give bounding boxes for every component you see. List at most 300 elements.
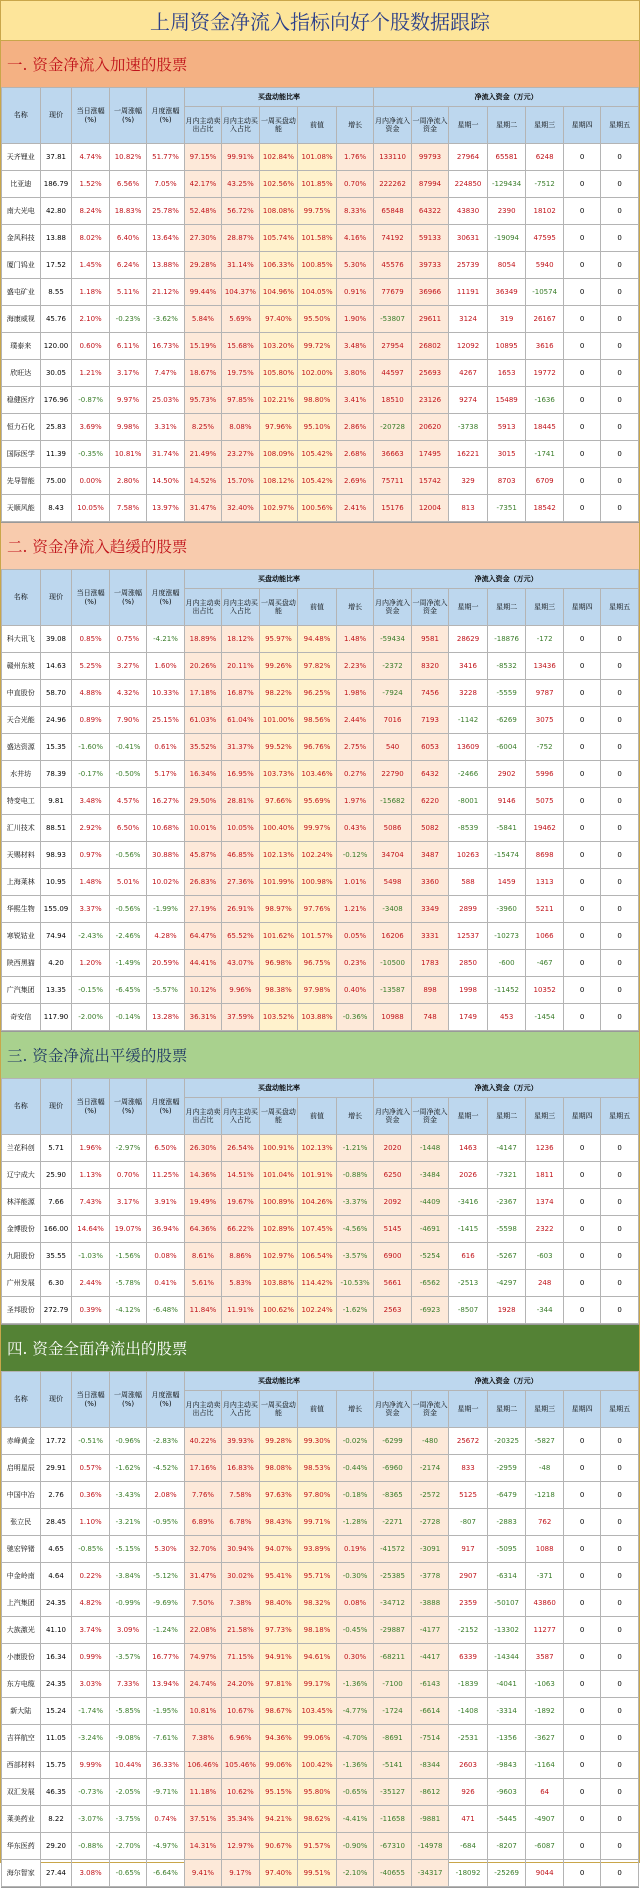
value-cell: -2883 [487,1509,526,1536]
value-cell: 16221 [449,441,488,468]
value-cell: 9581 [411,626,448,653]
value-cell: 10.67% [222,1698,259,1725]
value-cell: 898 [411,977,448,1004]
value-cell: 16206 [374,923,411,950]
header-mo_in: 月内主动买入占比 [222,107,259,144]
stock-name: 璞泰来 [2,333,41,360]
value-cell: 0 [563,252,600,279]
header-name: 名称 [2,1079,41,1135]
table-row [2,1270,639,1297]
value-cell: 0 [563,387,600,414]
value-cell: 10.68% [147,815,184,842]
value-cell: -807 [449,1509,488,1536]
value-cell: 45576 [374,252,411,279]
value-cell: 0 [563,1135,600,1162]
value-cell: 0 [601,1135,639,1162]
value-cell: 1459 [487,869,526,896]
value-cell: 74.97% [184,1644,221,1671]
value-cell: 0 [563,1428,600,1455]
value-cell: -0.30% [336,1563,374,1590]
value-cell: -25269 [487,1860,526,1887]
table-row [2,1563,639,1590]
value-cell: -6004 [487,734,526,761]
value-cell: -2513 [449,1270,488,1297]
value-cell: -41572 [374,1536,411,1563]
value-cell: 103.88% [298,1004,337,1031]
value-cell: 0 [601,788,639,815]
value-cell: 101.04% [259,1162,298,1189]
value-cell: 17.18% [184,680,221,707]
value-cell: -1063 [526,1671,563,1698]
value-cell: 64322 [411,198,448,225]
stock-name: 小康股份 [2,1644,41,1671]
value-cell: 5075 [526,788,563,815]
value-cell: 7.90% [109,707,146,734]
value-cell: 0.23% [336,950,374,977]
value-cell: -2174 [411,1455,448,1482]
value-cell: 4.28% [147,923,184,950]
price-cell: 7.66 [40,1189,72,1216]
value-cell: 27.19% [184,896,221,923]
price-cell: 8.55 [40,279,72,306]
table-row [2,1671,639,1698]
value-cell: -35127 [374,1779,411,1806]
value-cell: -5267 [487,1243,526,1270]
value-cell: -5559 [487,680,526,707]
value-cell: 102.97% [259,1243,298,1270]
header-mo_out: 月内主动卖出占比 [184,589,221,626]
value-cell: 0 [563,1536,600,1563]
table-row [2,950,639,977]
value-cell: 6.78% [222,1509,259,1536]
table-row [2,144,639,171]
value-cell: 10352 [526,977,563,1004]
value-cell: 2.08% [147,1482,184,1509]
header-name: 名称 [2,88,41,144]
value-cell: 0.00% [72,468,109,495]
price-cell: 15.24 [40,1698,72,1725]
value-cell: -0.18% [336,1482,374,1509]
value-cell: -0.50% [109,761,146,788]
price-cell: 8.43 [40,495,72,522]
stock-name: 中金岭南 [2,1563,41,1590]
value-cell: -4691 [411,1216,448,1243]
section-2 [1,523,639,1032]
value-cell: 97.15% [184,144,221,171]
value-cell: -603 [526,1243,563,1270]
price-cell: 11.05 [40,1725,72,1752]
value-cell: 16.34% [184,761,221,788]
value-cell: -5.57% [147,977,184,1004]
value-cell: 6.96% [222,1725,259,1752]
value-cell: -1.49% [109,950,146,977]
stock-name: 特变电工 [2,788,41,815]
table-row [2,680,639,707]
value-cell: 94.48% [298,626,337,653]
value-cell: 1.01% [336,869,374,896]
value-cell: 103.45% [298,1698,337,1725]
header-d1: 星期一 [449,1098,488,1135]
price-cell: 41.10 [40,1617,72,1644]
value-cell: -19094 [487,225,526,252]
stock-name: 吉祥航空 [2,1725,41,1752]
value-cell: 10.05% [72,495,109,522]
value-cell: 27964 [449,144,488,171]
value-cell: 99.91% [222,144,259,171]
value-cell: 471 [449,1806,488,1833]
value-cell: 18.83% [109,198,146,225]
value-cell: 43830 [449,198,488,225]
value-cell: -0.35% [72,441,109,468]
value-cell: -0.45% [336,1617,374,1644]
value-cell: -5827 [526,1428,563,1455]
value-cell: 0 [601,387,639,414]
value-cell: 14.36% [184,1162,221,1189]
value-cell: 101.99% [259,869,298,896]
value-cell: -4.12% [109,1297,146,1324]
value-cell: -1741 [526,441,563,468]
value-cell: 8698 [526,842,563,869]
value-cell: 30.02% [222,1563,259,1590]
price-cell: 88.51 [40,815,72,842]
value-cell: 0 [563,1004,600,1031]
header-d5: 星期五 [601,589,639,626]
value-cell: 8.61% [184,1243,221,1270]
header-d2: 星期二 [487,589,526,626]
value-cell: 71.15% [222,1644,259,1671]
header-day-change: 当日涨幅(%) [72,570,109,626]
price-cell: 14.63 [40,653,72,680]
value-cell: -1.95% [147,1698,184,1725]
value-cell: -5254 [411,1243,448,1270]
price-cell: 2.76 [40,1482,72,1509]
value-cell: 0.61% [147,734,184,761]
table-row [2,252,639,279]
value-cell: 3.80% [336,360,374,387]
price-cell: 25.83 [40,414,72,441]
value-cell: 0 [601,1806,639,1833]
value-cell: 1.52% [72,171,109,198]
value-cell: -6.64% [147,1860,184,1887]
value-cell: 2322 [526,1216,563,1243]
value-cell: 1.13% [72,1162,109,1189]
value-cell: 29611 [411,306,448,333]
value-cell: 0 [563,869,600,896]
value-cell: -1636 [526,387,563,414]
section-title: 四. 资金全面净流出的股票 [1,1325,639,1371]
price-cell: 45.76 [40,306,72,333]
value-cell: 100.91% [259,1135,298,1162]
value-cell: 75711 [374,468,411,495]
value-cell: 9.17% [222,1860,259,1887]
value-cell: 0 [601,1752,639,1779]
value-cell: -8539 [449,815,488,842]
value-cell: 99.06% [298,1725,337,1752]
table-row [2,1482,639,1509]
value-cell: 98.80% [298,387,337,414]
table-row [2,441,639,468]
value-cell: 5.01% [109,869,146,896]
value-cell: 13.94% [147,1671,184,1698]
value-cell: 28629 [449,626,488,653]
value-cell: 5.30% [336,252,374,279]
value-cell: 31.47% [184,1563,221,1590]
value-cell: 4.88% [72,680,109,707]
table-row [2,1536,639,1563]
value-cell: 1.20% [72,950,109,977]
value-cell: 18445 [526,414,563,441]
value-cell: 1.45% [72,252,109,279]
value-cell: 14.50% [147,468,184,495]
header-buy-group: 买盘动能比率 [184,570,374,589]
value-cell: 6.11% [109,333,146,360]
value-cell: -1.36% [336,1752,374,1779]
header-mo_in: 月内主动买入占比 [222,1098,259,1135]
value-cell: 5913 [487,414,526,441]
value-cell: 1.21% [336,896,374,923]
value-cell: 97.76% [298,896,337,923]
value-cell: 99.51% [298,1860,337,1887]
value-cell: 97.85% [222,387,259,414]
stock-name: 科大讯飞 [2,626,41,653]
value-cell: 0 [601,225,639,252]
table-row [2,1779,639,1806]
value-cell: -3627 [526,1725,563,1752]
price-cell: 176.96 [40,387,72,414]
value-cell: -2152 [449,1617,488,1644]
price-cell: 35.55 [40,1243,72,1270]
value-cell: 37.51% [184,1806,221,1833]
value-cell: -172 [526,626,563,653]
stock-name: 华熙生物 [2,896,41,923]
value-cell: 6.50% [109,815,146,842]
value-cell: 21.49% [184,441,221,468]
value-cell: 11.18% [184,1779,221,1806]
value-cell: 0 [563,1482,600,1509]
value-cell: 99.44% [184,279,221,306]
value-cell: 3360 [411,869,448,896]
value-cell: 11.91% [222,1297,259,1324]
stock-table [1,1371,639,1887]
value-cell: -7512 [526,171,563,198]
stock-name: 林洋能源 [2,1189,41,1216]
page-title: 上周资金净流入指标向好个股数据跟踪 [1,1,639,41]
value-cell: 98.97% [259,896,298,923]
value-cell: 0.57% [72,1455,109,1482]
table-row [2,360,639,387]
value-cell: 97.82% [298,653,337,680]
value-cell: 0 [601,842,639,869]
value-cell: 43860 [526,1590,563,1617]
value-cell: 65848 [374,198,411,225]
value-cell: 102.84% [259,144,298,171]
value-cell: -0.15% [72,977,109,1004]
header-name: 名称 [2,570,41,626]
value-cell: -9.71% [147,1779,184,1806]
value-cell: 2.69% [336,468,374,495]
value-cell: 25672 [449,1428,488,1455]
stock-table [1,569,639,1031]
value-cell: 0 [563,1644,600,1671]
value-cell: 94.07% [259,1536,298,1563]
table-row [2,414,639,441]
value-cell: 23126 [411,387,448,414]
price-cell: 42.80 [40,198,72,225]
value-cell: 102.97% [259,495,298,522]
value-cell: 8.25% [184,414,221,441]
value-cell: -1.21% [336,1135,374,1162]
value-cell: 97.63% [259,1482,298,1509]
value-cell: 3416 [449,653,488,680]
price-cell: 39.08 [40,626,72,653]
value-cell: 0.75% [109,626,146,653]
header-day-change: 当日涨幅(%) [72,1372,109,1428]
stock-name: 兰花科创 [2,1135,41,1162]
value-cell: -3.37% [336,1189,374,1216]
value-cell: -7100 [374,1671,411,1698]
table-row [2,1297,639,1324]
value-cell: 748 [411,1004,448,1031]
value-cell: 0 [601,1644,639,1671]
value-cell: 114.42% [298,1270,337,1297]
value-cell: 28.87% [222,225,259,252]
value-cell: 9044 [526,1860,563,1887]
price-cell: 5.71 [40,1135,72,1162]
value-cell: -9603 [487,1779,526,1806]
table-row [2,198,639,225]
value-cell: 3616 [526,333,563,360]
value-cell: 94.36% [259,1725,298,1752]
value-cell: 98.53% [298,1455,337,1482]
value-cell: -4.52% [147,1455,184,1482]
value-cell: -2.97% [109,1135,146,1162]
value-cell: 0 [601,414,639,441]
value-cell: 0 [563,653,600,680]
value-cell: 319 [487,306,526,333]
value-cell: 0 [563,1509,600,1536]
value-cell: 0 [601,1671,639,1698]
value-cell: 39.93% [222,1428,259,1455]
value-cell: 0 [601,923,639,950]
value-cell: 3.69% [72,414,109,441]
value-cell: -3.84% [109,1563,146,1590]
value-cell: 59133 [411,225,448,252]
value-cell: 1.48% [336,626,374,653]
price-cell: 4.20 [40,950,72,977]
value-cell: 95.80% [298,1779,337,1806]
value-cell: 103.46% [298,761,337,788]
value-cell: 1313 [526,869,563,896]
header-flow-group: 净流入资金（万元） [374,88,639,107]
stock-name: 稳健医疗 [2,387,41,414]
value-cell: 0 [563,1833,600,1860]
value-cell: -29887 [374,1617,411,1644]
table-row [2,1216,639,1243]
price-cell: 15.35 [40,734,72,761]
value-cell: 1749 [449,1004,488,1031]
table-row [2,1243,639,1270]
value-cell: 1.98% [336,680,374,707]
value-cell: -7924 [374,680,411,707]
value-cell: 100.56% [298,495,337,522]
value-cell: 2.44% [336,707,374,734]
table-row [2,869,639,896]
value-cell: 99.06% [259,1752,298,1779]
value-cell: 96.75% [298,950,337,977]
price-cell: 10.95 [40,869,72,896]
value-cell: 3.17% [109,360,146,387]
value-cell: 7.76% [184,1482,221,1509]
value-cell: 248 [526,1270,563,1297]
value-cell: -53807 [374,306,411,333]
value-cell: 36.33% [147,1752,184,1779]
value-cell: -10500 [374,950,411,977]
price-cell: 120.00 [40,333,72,360]
value-cell: 8.02% [72,225,109,252]
value-cell: 20.26% [184,653,221,680]
value-cell: 108.09% [259,441,298,468]
value-cell: 16.87% [222,680,259,707]
header-wk_net: 一周净流入资金 [411,1098,448,1135]
value-cell: 98.56% [298,707,337,734]
value-cell: 8703 [487,468,526,495]
value-cell: 28.81% [222,788,259,815]
value-cell: 0 [601,1004,639,1031]
value-cell: 0 [601,198,639,225]
value-cell: 66.22% [222,1216,259,1243]
value-cell: -1.99% [147,896,184,923]
value-cell: 1.10% [72,1509,109,1536]
value-cell: -1454 [526,1004,563,1031]
value-cell: 0 [563,1590,600,1617]
value-cell: -0.23% [109,306,146,333]
header-name: 名称 [2,1372,41,1428]
value-cell: 833 [449,1455,488,1482]
value-cell: 6432 [411,761,448,788]
stock-name: 中直股份 [2,680,41,707]
value-cell: 8.08% [222,414,259,441]
value-cell: 19.49% [184,1189,221,1216]
value-cell: 16.27% [147,788,184,815]
value-cell: -8691 [374,1725,411,1752]
value-cell: 0 [601,1455,639,1482]
value-cell: -15682 [374,788,411,815]
stock-name: 上汽集团 [2,1590,41,1617]
value-cell: -4147 [487,1135,526,1162]
value-cell: 7456 [411,680,448,707]
value-cell: 3.41% [336,387,374,414]
value-cell: 39733 [411,252,448,279]
price-cell: 75.00 [40,468,72,495]
value-cell: 10895 [487,333,526,360]
value-cell: 2850 [449,950,488,977]
header-mo_net: 月内净流入资金 [374,107,411,144]
value-cell: 3.48% [72,788,109,815]
value-cell: 24.74% [184,1671,221,1698]
value-cell: 0 [563,1216,600,1243]
value-cell: 3.37% [72,896,109,923]
value-cell: 0 [563,1189,600,1216]
header-mo_out: 月内主动卖出占比 [184,1098,221,1135]
stock-name: 寒锐钴业 [2,923,41,950]
value-cell: 0.99% [72,1644,109,1671]
value-cell: 101.62% [259,923,298,950]
stock-name: 盛屯矿业 [2,279,41,306]
header-d3: 星期三 [526,1391,563,1428]
value-cell: 25.03% [147,387,184,414]
value-cell: -2.10% [336,1860,374,1887]
value-cell: -2.05% [109,1779,146,1806]
